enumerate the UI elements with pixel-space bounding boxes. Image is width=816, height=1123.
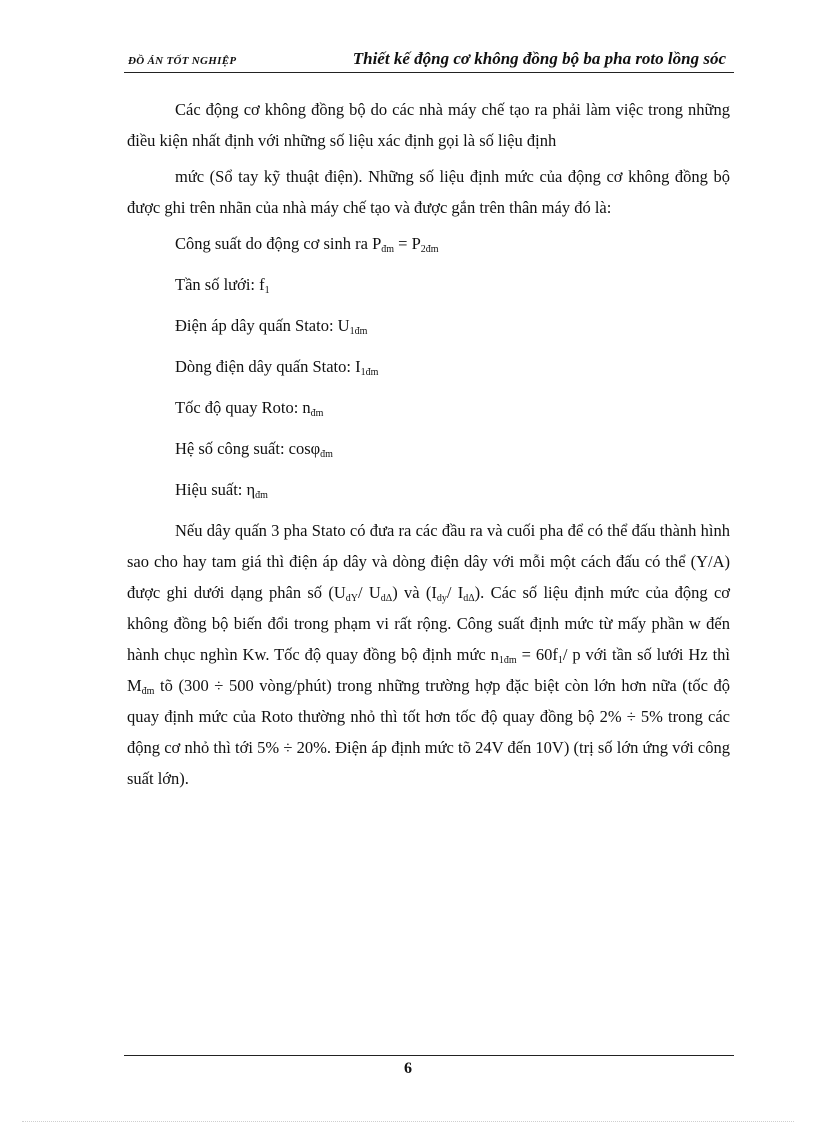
header-thesis-label: ĐỒ ÁN TỐT NGHIỆP — [128, 55, 237, 67]
page-number: 6 — [404, 1060, 412, 1077]
list-item-frequency: Tần số lưới: $f_1$ — [175, 275, 270, 296]
paragraph-connection: Nếu dây quấn 3 pha Stato có đưa ra các đầu ra và cuối pha để có thể đấu thành hình sao cho hay tam giá thì điện áp dây và dòng điện dây với mỗi một cách đấu có thể (Y/A) được ghi dưới dạng phân số ($U_{dY}/$ $U_{d\Delta}$) và ($I_{dy}/$ $I_{d\Delta}$). Các số liệu định mức của động cơ không đồng bộ biến đổi trong phạm vi rất rộng. Công suất định mức từ mấy phần w đến hành chục nghìn Kw. Tốc độ quay đồng bộ định mức $n_{1đm} = 60f_1/$ p với tần số lưới Hz thì $M_{đm}$ tõ (300 ÷ 500 vòng/phút) trong những trường hợp đặc biệt còn lớn hơn nữa (tốc độ quay định mức của Roto thường nhỏ thì tốt hơn tốc độ quay đồng bộ 2% ÷ 5% trong các động cơ nhỏ thì tới 5% ÷ 20%. Điện áp định mức tõ 24V đến 10V) (trị số lớn ứng với công suất lớn). — [127, 521, 731, 788]
page-edge-divider — [22, 1121, 794, 1122]
footer-rule — [124, 1055, 734, 1056]
list-item-power-factor: Hệ số công suất: cosφ$_{đm}$ — [175, 439, 333, 460]
list-item-current: Dòng điện dây quấn Stato: $I_{1đm}$ — [175, 357, 379, 378]
header-thesis-title: Thiết kế động cơ không đồng bộ ba pha roto lồng sóc — [352, 49, 726, 68]
list-item-voltage: Điện áp dây quấn Stato: $U_{1đm}$ — [175, 316, 368, 337]
list-item-power: Công suất do động cơ sinh ra $P_{đm} = P_{2đm}$ — [175, 234, 439, 255]
page-header — [124, 46, 734, 73]
list-item-efficiency: Hiệu suất: $\eta_{đm}$ — [175, 480, 268, 501]
page-body — [127, 94, 730, 794]
paragraph-intro: Các động cơ không đồng bộ do các nhà máy chế tạo ra phải làm việc trong những điều kiện nhất định với những số liệu xác định gọi là số liệu định — [127, 100, 730, 150]
paragraph-rated-data: mức (Sổ tay kỹ thuật điện). Những số liệu định mức của động cơ không đồng bộ được ghi trên nhãn của nhà máy chế tạo và được gắn trên thân máy đó là: — [127, 167, 730, 217]
list-item-speed: Tốc độ quay Roto: $n_{đm}$ — [175, 398, 324, 419]
